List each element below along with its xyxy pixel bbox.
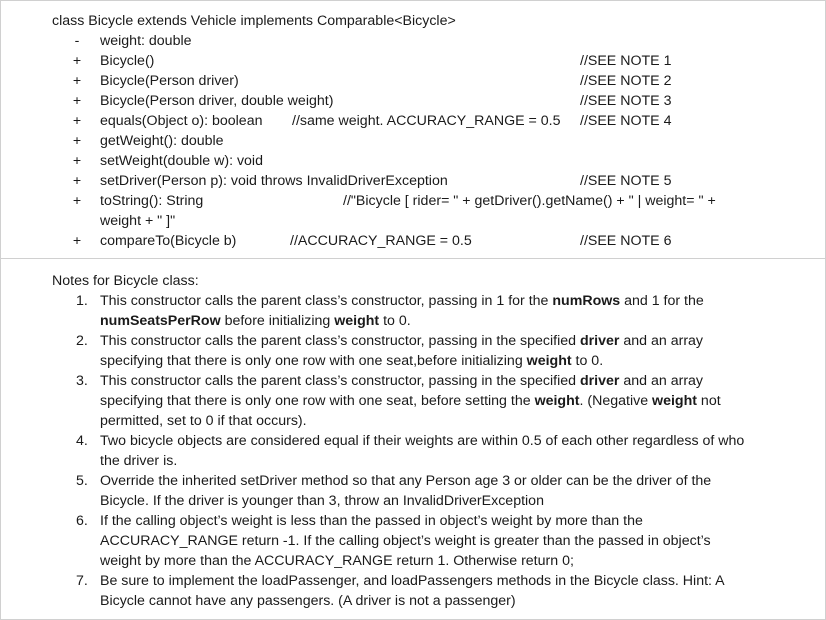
notes-heading: Notes for Bicycle class:	[52, 273, 199, 289]
note-text: specifying that there is only one row with one seat, before setting the	[100, 393, 535, 409]
note-bold-term: driver	[579, 373, 620, 389]
note-text: specifying that there is only one row with one seat,before initializing	[100, 353, 527, 369]
note-text: the driver is.	[100, 453, 178, 469]
member-note-ref: //SEE NOTE 4	[580, 113, 672, 129]
member-visibility: +	[72, 233, 82, 249]
note-text: Bicycle. If the driver is younger than 3, throw an InvalidDriverException	[100, 493, 544, 509]
member-comment-continued: weight + " ]"	[100, 213, 176, 229]
member-signature: toString(): String	[100, 193, 204, 209]
member-signature: getWeight(): double	[100, 133, 224, 149]
note-text: If the calling object’s weight is less than the passed in object’s weight by more than the	[100, 513, 643, 529]
member-comment: //same weight. ACCURACY_RANGE = 0.5	[292, 113, 561, 129]
note-number: 7.	[76, 573, 88, 589]
note-text: ACCURACY_RANGE return -1. If the calling object’s weight is greater than the passed in object’s	[100, 533, 711, 549]
member-signature: Bicycle()	[100, 53, 155, 69]
member-visibility: +	[72, 173, 82, 189]
member-signature: setDriver(Person p): void throws InvalidDriverException	[100, 173, 448, 189]
member-note-ref: //SEE NOTE 2	[580, 73, 672, 89]
member-note-ref: //SEE NOTE 5	[580, 173, 672, 189]
member-signature: weight: double	[100, 33, 192, 49]
note-text: to 0.	[379, 313, 411, 329]
member-signature: Bicycle(Person driver)	[100, 73, 239, 89]
note-text-line	[100, 431, 744, 451]
note-bold-term: weight	[652, 393, 697, 409]
note-text: Override the inherited setDriver method so that any Person age 3 or older can be the driver of the	[100, 473, 712, 489]
member-visibility: +	[72, 113, 82, 129]
note-bold-term: driver	[579, 333, 620, 349]
member-visibility: +	[72, 93, 82, 109]
note-text-line	[100, 371, 703, 391]
note-text-line	[100, 451, 177, 471]
note-text-line	[100, 591, 516, 611]
note-text: This constructor calls the parent class’s constructor, passing in the specified	[100, 373, 580, 389]
table-border-left	[0, 0, 1, 620]
note-text-line	[100, 511, 643, 531]
note-text-line	[100, 471, 711, 491]
member-signature: equals(Object o): boolean	[100, 113, 263, 129]
member-signature: Bicycle(Person driver, double weight)	[100, 93, 334, 109]
note-text: This constructor calls the parent class’s constructor, passing in 1 for the	[100, 293, 553, 309]
note-text-line	[100, 311, 411, 331]
note-number: 2.	[76, 333, 88, 349]
note-text: weight by more than the ACCURACY_RANGE return 1. Otherwise return 0;	[100, 553, 574, 569]
note-text: Be sure to implement the loadPassenger, and loadPassengers methods in the Bicycle class. Hint: A	[100, 573, 725, 589]
note-bold-term: numSeatsPerRow	[100, 313, 221, 329]
note-text: . (Negative	[579, 393, 653, 409]
note-text-line	[100, 411, 307, 431]
note-text: and 1 for the	[620, 293, 704, 309]
note-text-line	[100, 491, 544, 511]
note-number: 1.	[76, 293, 88, 309]
member-signature: setWeight(double w): void	[100, 153, 263, 169]
member-note-ref: //SEE NOTE 6	[580, 233, 672, 249]
note-text: and an array	[619, 373, 704, 389]
member-note-ref: //SEE NOTE 3	[580, 93, 672, 109]
note-text: not	[696, 393, 721, 409]
note-text-line	[100, 531, 711, 551]
note-text-line	[100, 351, 603, 371]
note-bold-term: numRows	[552, 293, 621, 309]
member-visibility: -	[74, 33, 80, 49]
note-bold-term: weight	[334, 313, 380, 329]
note-text: Bicycle cannot have any passengers. (A driver is not a passenger)	[100, 593, 516, 609]
note-text: permitted, set to 0 if that occurs).	[100, 413, 307, 429]
note-text: to 0.	[571, 353, 604, 369]
note-number: 3.	[76, 373, 88, 389]
member-signature: compareTo(Bicycle b)	[100, 233, 237, 249]
note-number: 4.	[76, 433, 88, 449]
member-visibility: +	[72, 153, 82, 169]
note-number: 5.	[76, 473, 88, 489]
note-bold-term: weight	[534, 393, 580, 409]
note-text-line	[100, 391, 721, 411]
member-note-ref: //SEE NOTE 1	[580, 53, 672, 69]
table-border-top	[0, 0, 826, 1]
member-visibility: +	[72, 73, 82, 89]
note-text: and an array	[619, 333, 704, 349]
note-bold-term: weight	[526, 353, 572, 369]
note-text: before initializing	[220, 313, 335, 329]
member-visibility: +	[72, 53, 82, 69]
member-visibility: +	[72, 193, 82, 209]
member-comment: //"Bicycle [ rider= " + getDriver().getName() + " | weight= " +	[343, 193, 716, 209]
note-text: Two bicycle objects are considered equal if their weights are within 0.5 of each other regardless of who	[100, 433, 745, 449]
note-number: 6.	[76, 513, 88, 529]
note-text-line	[100, 551, 574, 571]
note-text-line	[100, 291, 704, 311]
note-text-line	[100, 571, 725, 591]
member-visibility: +	[72, 133, 82, 149]
member-comment: //ACCURACY_RANGE = 0.5	[290, 233, 472, 249]
note-text: This constructor calls the parent class’s constructor, passing in the specified	[100, 333, 580, 349]
class-header: class Bicycle extends Vehicle implements Comparable<Bicycle>	[52, 13, 456, 29]
table-border-middle	[0, 258, 826, 259]
note-text-line	[100, 331, 703, 351]
